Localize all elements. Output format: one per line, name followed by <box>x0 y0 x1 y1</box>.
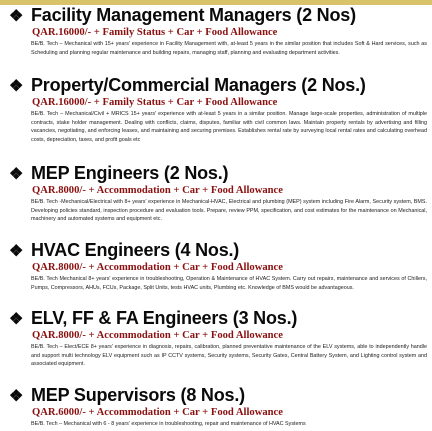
diamond-bullet-icon: ❖ <box>9 166 24 183</box>
job-description: BE/B. Tech – Mechanical with 6 - 8 years' experience in troubleshooting, repair and maintenance of HVAC Systems <box>31 421 306 427</box>
job-salary: QAR.8000/- + Accommodation + Car + Food Allowance <box>32 330 283 341</box>
diamond-bullet-icon: ❖ <box>9 8 24 25</box>
job-salary: QAR.16000/- + Family Status + Car + Food Allowance <box>32 97 278 108</box>
job-title: ❖ ELV, FF & FA Engineers (3 Nos.) <box>9 308 298 328</box>
job-description: BE/B. Tech Mechanical 8+ years' experience in troubleshooting, Operation & Maintenance of HVAC System. Carry out repairs, maintenance and services of Chillers, Pumps, Compressors, AHUs, FCUs, Package, Split Units, tests HVAC units, Plumbing etc. Knowledge of BMS would be advantageous. <box>31 276 427 291</box>
job-description: BE/B. Tech -Mechanical/Electrical with 8+ years' experience in Mechanical-HVAC, Electrical and plumbing (MEP) system including Fire Alarm, Security system, BMS. Developing policies standard, inspection procedure and evaluation tools. Prepare, review PPM, specification, and cost estimates for the maintenance on Mechanical, machinery and automated systems and equipment etc. <box>31 199 427 223</box>
job-salary: QAR.8000/- + Accommodation + Car + Food Allowance <box>32 185 283 196</box>
job-salary: QAR.6000/- + Accommodation + Car + Food Allowance <box>32 407 283 418</box>
job-title: ❖ MEP Engineers (2 Nos.) <box>9 163 229 183</box>
job-description: BE/B. Tech – Mechanical/Civil + MRICS 15+ years' experience with at-least 5 years in a similar position. Manage large-scale properties, administration of multiple contracts, stake holder management. Dealing with conflicts, claims, disputes, familiar with civil common laws. Maintain property rentals by advertising and filling vacancies, negotiating, and enforcing leases, and maintaining and securing premises. Establishes rental rate by surveying local rental rates and calculating overhead costs, depreciation, taxes, and profit goals etc <box>31 111 427 143</box>
job-description: BE/B. Tech – Elect/ECE 8+ years' experience in diagnosis, repairs, calibration, planned preventative maintenance of the ELV systems, able to independently handle and support multi technology ELV equipment such as IP CCTV systems, Security systems, Security Gates, Central Battery System, and Lighting control system and associated equipment. <box>31 344 427 368</box>
diamond-bullet-icon: ❖ <box>9 311 24 328</box>
job-description: BE/B. Tech – Mechanical with 15+ years' experience in Facility Management with, at-least 5 years in the similar position that includes Soft & Hard services, such as Scheduling and planning regular maintenance and building repairs, managing staff, planning and evaluating department activities. <box>31 41 427 56</box>
diamond-bullet-icon: ❖ <box>9 243 24 260</box>
job-title: ❖ Facility Management Managers (2 Nos) <box>9 5 356 25</box>
diamond-bullet-icon: ❖ <box>9 78 24 95</box>
job-title: ❖ HVAC Engineers (4 Nos.) <box>9 240 240 260</box>
job-salary: QAR.8000/- + Accommodation + Car + Food Allowance <box>32 262 283 273</box>
job-salary: QAR.16000/- + Family Status + Car + Food Allowance <box>32 27 278 38</box>
job-title: ❖ Property/Commercial Managers (2 Nos.) <box>9 75 366 95</box>
diamond-bullet-icon: ❖ <box>9 388 24 405</box>
job-title: ❖ MEP Supervisors (8 Nos.) <box>9 385 245 405</box>
